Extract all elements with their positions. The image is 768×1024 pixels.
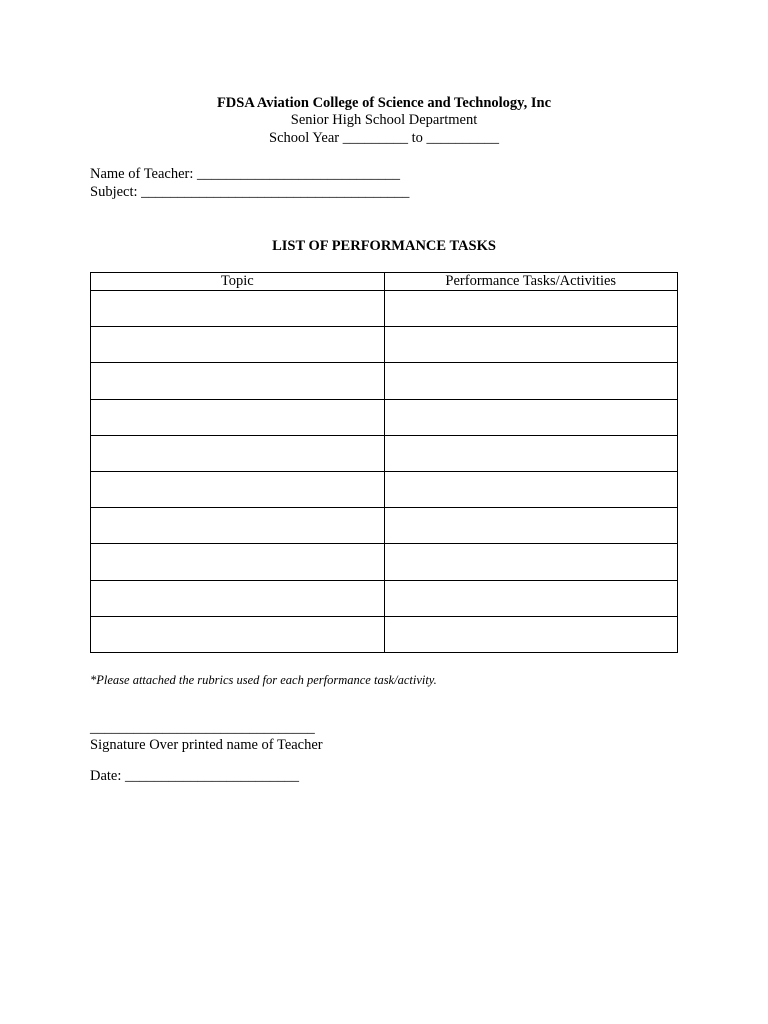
table-row <box>91 435 678 471</box>
topic-cell <box>91 435 385 471</box>
topic-header: Topic <box>91 273 385 291</box>
topic-cell <box>91 580 385 616</box>
school-year: School Year _________ to __________ <box>269 130 499 146</box>
task-cell <box>384 508 678 544</box>
institution-name: FDSA Aviation College of Science and Technology, Inc <box>216 95 552 111</box>
task-cell <box>384 544 678 580</box>
signature-line: _______________________________ <box>90 720 315 736</box>
table-row <box>91 399 678 435</box>
table-row <box>91 291 678 327</box>
topic-cell <box>91 508 385 544</box>
topic-cell <box>91 616 385 652</box>
table-row <box>91 327 678 363</box>
section-title: LIST OF PERFORMANCE TASKS <box>272 238 496 254</box>
table-row <box>91 471 678 507</box>
task-cell <box>384 471 678 507</box>
table-row <box>91 544 678 580</box>
table-row <box>91 580 678 616</box>
topic-cell <box>91 399 385 435</box>
tasks-header: Performance Tasks/Activities <box>384 273 678 291</box>
topic-cell <box>91 471 385 507</box>
rubrics-note: *Please attached the rubrics used for each performance task/activity. <box>90 673 437 687</box>
topic-cell <box>91 363 385 399</box>
performance-tasks-table <box>90 272 678 653</box>
table-row <box>91 508 678 544</box>
table-header-row <box>91 273 678 291</box>
topic-cell <box>91 544 385 580</box>
subject-field: Subject: _____________________________________ <box>90 184 410 200</box>
task-cell <box>384 327 678 363</box>
topic-cell <box>91 291 385 327</box>
task-cell <box>384 291 678 327</box>
task-cell <box>384 435 678 471</box>
table-row <box>91 616 678 652</box>
teacher-name-field: Name of Teacher: ____________________________ <box>90 166 401 182</box>
department-name: Senior High School Department <box>290 112 478 128</box>
task-cell <box>384 616 678 652</box>
signature-label: Signature Over printed name of Teacher <box>90 737 323 753</box>
task-cell <box>384 399 678 435</box>
task-cell <box>384 363 678 399</box>
date-field: Date: ________________________ <box>90 768 300 784</box>
topic-cell <box>91 327 385 363</box>
task-cell <box>384 580 678 616</box>
table-row <box>91 363 678 399</box>
